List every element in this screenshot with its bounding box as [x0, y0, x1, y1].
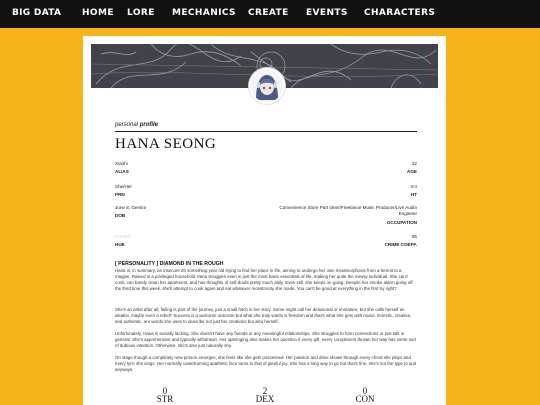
stat-dex-label: DEX: [255, 394, 275, 404]
crime-coefficient-label: CRIME COEFF.: [384, 242, 417, 247]
age-label: AGE: [407, 169, 417, 174]
heading-light: personal: [115, 122, 139, 128]
personality-paragraph-2: She's an artist after all, failing is part of the journey, just a small hitch in her story. Some might call her delusional or immature, but she calls herself an idealist, maybe even a rebel? Success is a welcome outcome but what she truly wants is freedom and that's what she gets with music. Eclectic, creative, and authentic, are words she uses to describe not just her creations but also herself.: [115, 307, 412, 324]
stat-con-label: CON: [355, 394, 375, 404]
stat-dex-value: 2: [262, 386, 268, 396]
alias-label: ALIAS: [115, 169, 129, 174]
occupation-value: Convenience Store Part timer/Freelance Music Producer/Live Audio Engineer: [279, 205, 417, 216]
nav-mechanics[interactable]: MECHANICS: [172, 8, 236, 18]
hue-label: HUE: [115, 242, 125, 247]
stat-str-label: STR: [156, 394, 174, 404]
occupation-label: OCCUPATION: [386, 220, 417, 225]
section-heading-personal-profile: [115, 122, 158, 128]
pronouns-value: She/Her: [115, 184, 132, 189]
nav-events[interactable]: EVENTS: [306, 8, 348, 18]
personality-paragraph-3: Unfortunately, Hana is socially lacking. She doesn't have any friends or any meaningful relationships. She struggles to form connections or just talk in general. She's apprehensive and typically withdrawn. Her upbringing also makes her question if every gift, every compliment thrown her way has some sort of dubious intention. Otherwise, she's also just naturally shy.: [115, 331, 417, 348]
avatar: [249, 68, 285, 104]
personality-paragraph-4: On stage though a completely new person emerges, she feels like she gets possessed. Her passion and drive shows through every chord she plays and every lyric she sings. Her normally unwelcoming apathetic face turns to that of gleeful joy. She has a long way to go but that's fine, she's not the type to quit anyways.: [115, 355, 417, 372]
dob-label: DOB: [115, 213, 126, 218]
top-nav: [0, 0, 540, 28]
character-name: HANA SEONG: [115, 136, 217, 152]
age-value: 22: [411, 161, 417, 166]
personality-paragraph-1: Hana is, in summary, an insecure 20 something year old trying to find her place in life, aiming to undergo her own metamorphosis from a hermit to a magpie. Raised in a privileged household Hana struggles even in just the most basic essentials of life, making her quite the messy individual. She can't cook, can barely clean her apartment, and has thoughts of self-doubt pretty much daily. Even still, she keeps on going. Despite her smoke alarm going off the third time this week, she'll attempt to cook again and eat whatever monstrosity she made. You can't be good at everything in the first try right?: [115, 268, 413, 291]
stat-con-value: 0: [362, 386, 368, 396]
nav-characters[interactable]: CHARACTERS: [364, 8, 436, 18]
profile-card: [83, 36, 446, 405]
height-value: 5'4: [411, 184, 417, 189]
stat-str-value: 0: [162, 386, 168, 396]
nav-create[interactable]: CREATE: [248, 8, 289, 18]
heading-bold: profile: [139, 122, 159, 128]
personality-heading: [ PERSONALITY ] DIAMOND IN THE ROUGH: [115, 261, 224, 267]
nav-home[interactable]: HOME: [82, 8, 114, 18]
divider: [115, 131, 417, 132]
alias-value: Xiaohi: [115, 161, 128, 166]
hue-value: #c9d8f0: [115, 234, 132, 239]
site-logo[interactable]: BIG DATA: [12, 8, 62, 18]
pronouns-label: PRN: [115, 192, 125, 197]
crime-coefficient-value: 95: [411, 234, 417, 239]
avatar-portrait-icon: [251, 70, 283, 102]
height-label: HT: [410, 192, 417, 197]
dob-value: June 8, Gemini: [115, 205, 146, 210]
nav-lore[interactable]: LORE: [127, 8, 155, 18]
